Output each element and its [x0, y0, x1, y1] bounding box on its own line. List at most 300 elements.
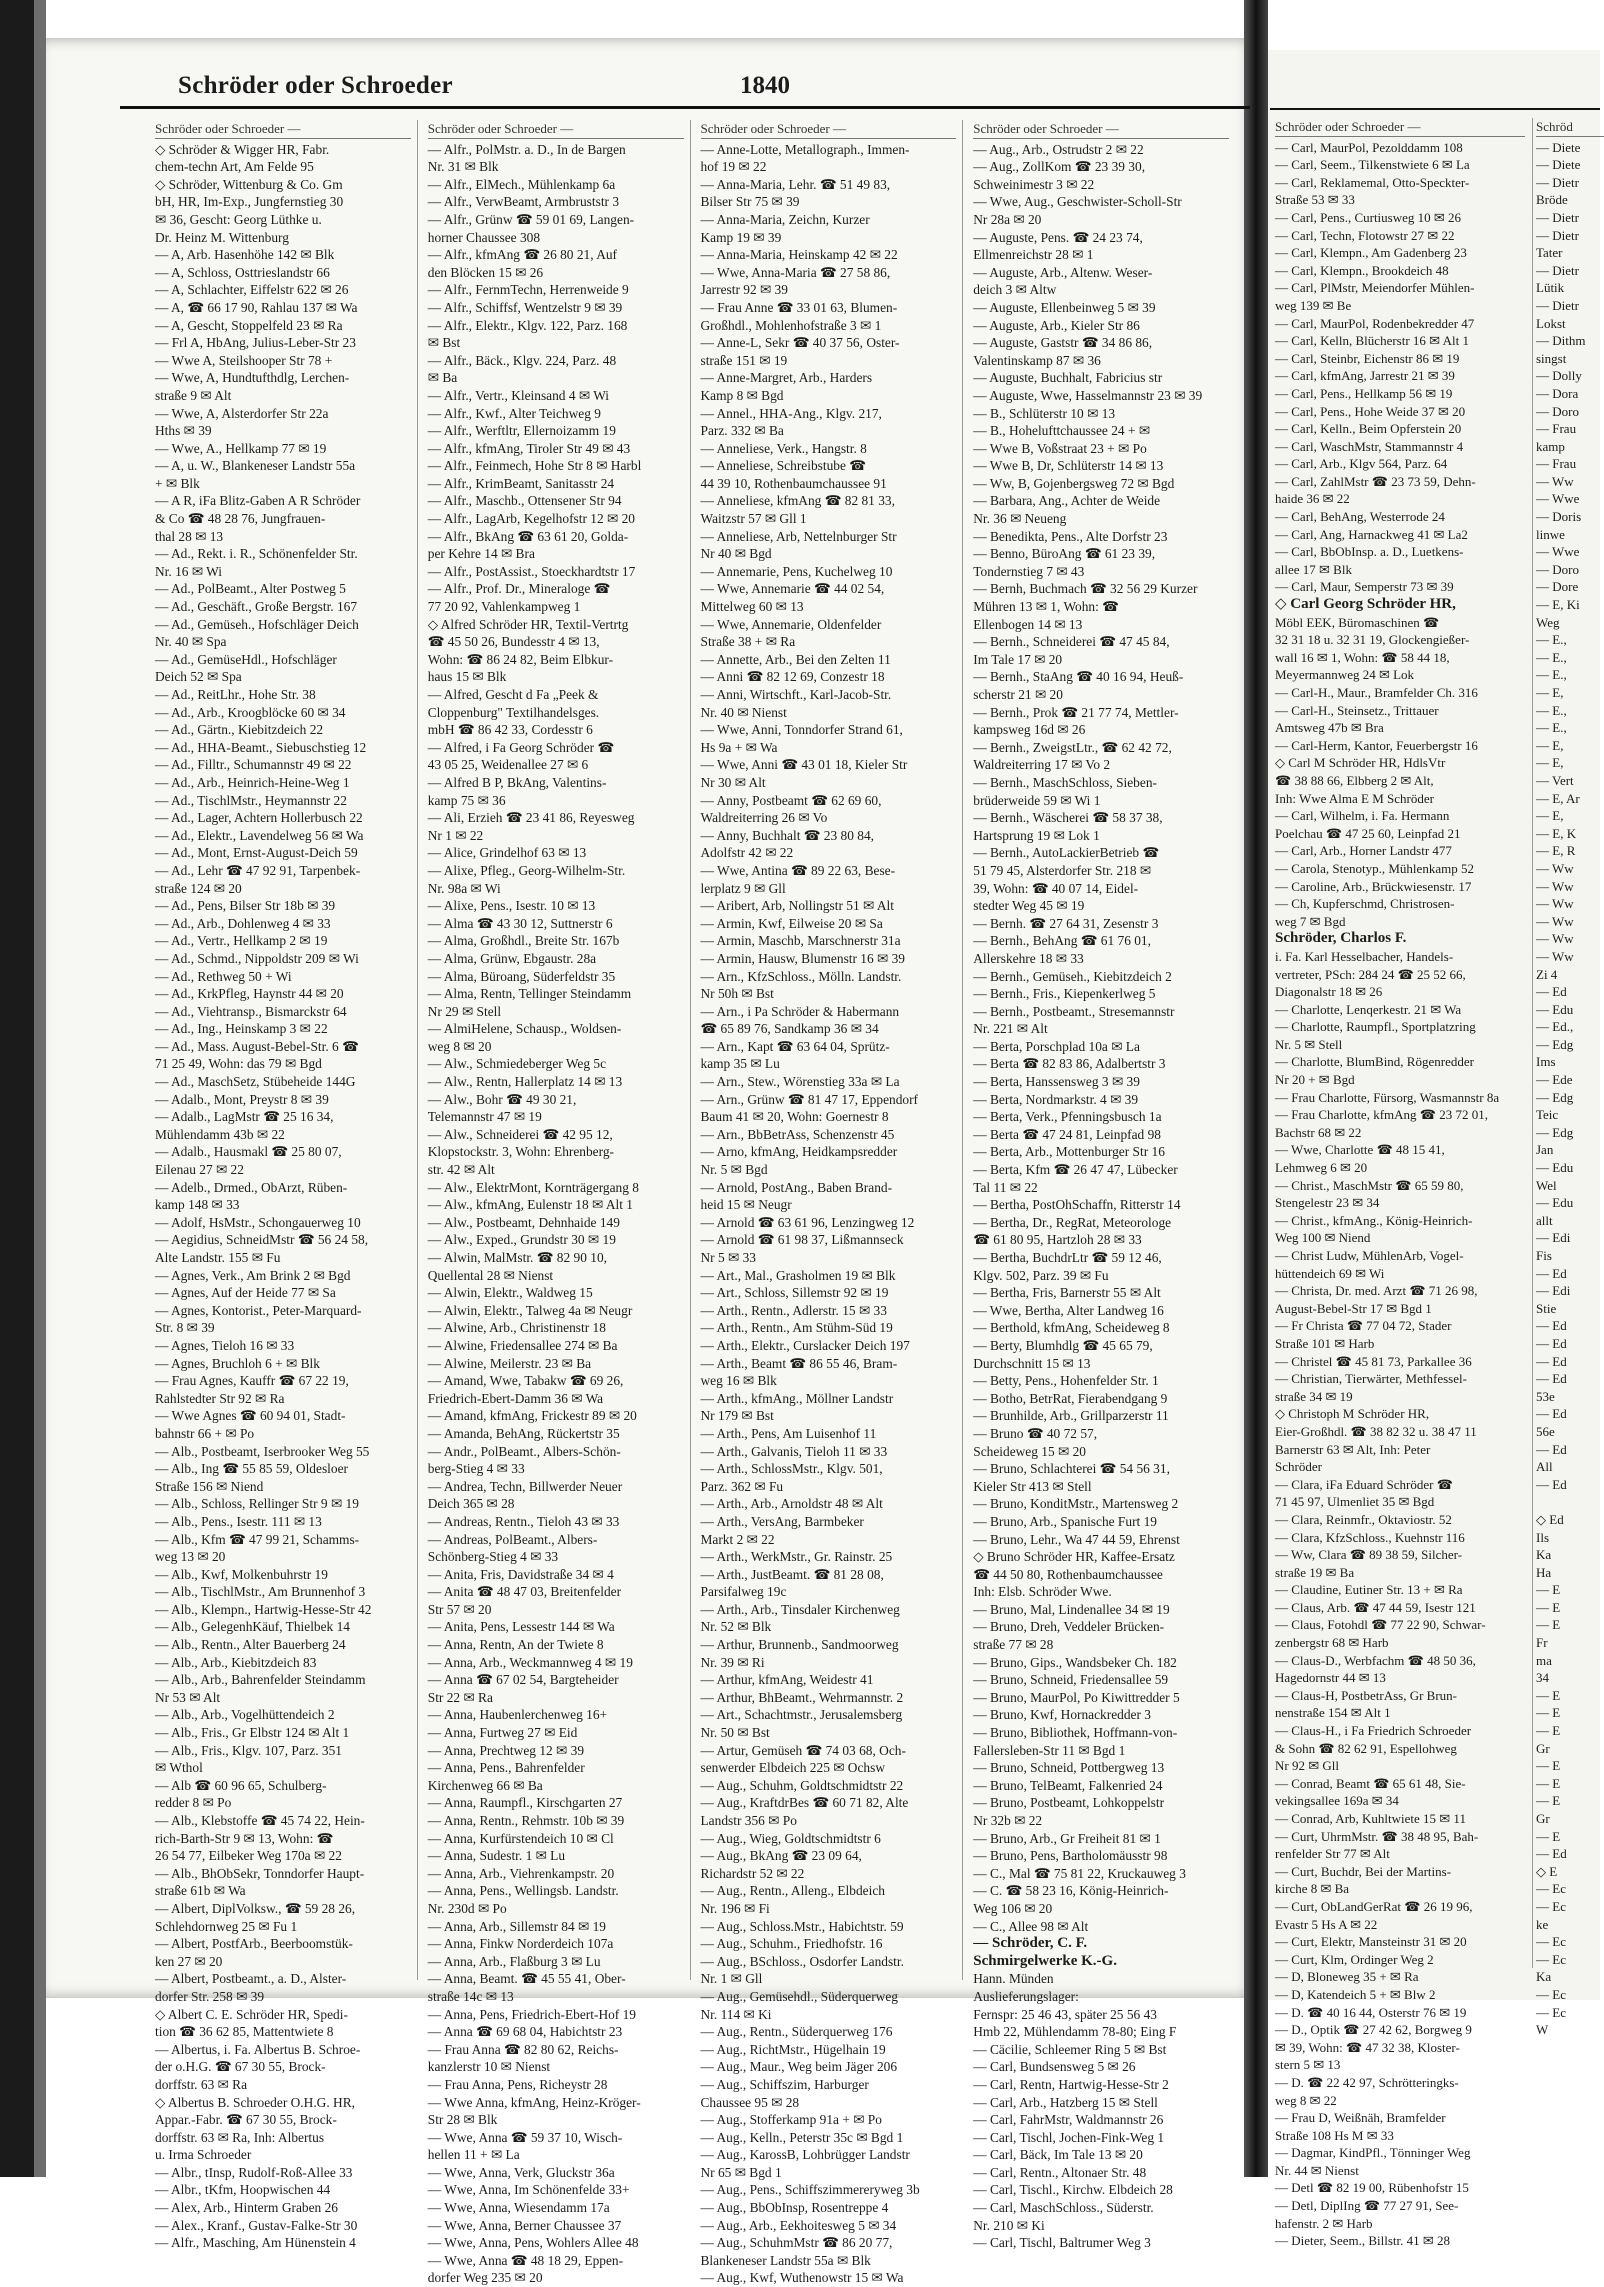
directory-entry: — Alw., Postbeamt, Dehnhaide 149 — [427, 1214, 620, 1230]
directory-entry: Straße 101 ✉ Harb — [1275, 1335, 1375, 1351]
directory-entry: ◇ Ed — [1536, 1511, 1564, 1527]
directory-entry: Nr. 230d ✉ Po — [427, 1900, 507, 1916]
directory-entry: Waitzstr 57 ✉ Gll 1 — [700, 511, 807, 527]
directory-entry: — Aug., SchuhmMstr ☎ 86 20 77, — [700, 2235, 893, 2251]
directory-column — [427, 120, 691, 2286]
directory-entry: — Carl, Rentn., Altonaer Str. 48 — [973, 2164, 1147, 2180]
directory-entry: — Amand, kfmAng, Frickestr 89 ✉ 20 — [427, 1408, 637, 1424]
directory-entry: — Anneliese, Verk., Hangstr. 8 — [700, 440, 867, 456]
directory-entry: thal 28 ✉ 13 — [155, 528, 224, 544]
directory-entry: — Aug., Arb., Eekhoitesweg 5 ✉ 34 — [700, 2217, 897, 2233]
directory-entry: — Bertha, Fris, Barnerstr 55 ✉ Alt — [973, 1285, 1161, 1301]
directory-entry: — Carl, Pens., Hohe Weide 37 ✉ 20 — [1275, 403, 1466, 419]
directory-entry: kamp — [1536, 438, 1565, 454]
directory-entry: Nr 65 ✉ Bgd 1 — [700, 2164, 782, 2180]
directory-entry: — Wwe B, Voßstraat 23 + ✉ Po — [973, 440, 1147, 456]
directory-entry: — Alixe, Pens., Isestr. 10 ✉ 13 — [427, 898, 596, 914]
page-number: 1840 — [740, 72, 790, 99]
directory-entry: — Frau — [1536, 421, 1577, 437]
directory-entry: — Arnold ☎ 63 61 96, Lenzingweg 12 — [700, 1214, 915, 1230]
directory-entry: — Alb., BhObSekr, Tonndorfer Haupt- — [155, 1865, 365, 1881]
directory-entry: Ka — [1536, 1969, 1552, 1985]
directory-entry: — Edu — [1536, 1195, 1574, 1211]
directory-entry: — Bernh., Schneiderei ☎ 47 45 84, — [973, 634, 1170, 650]
directory-entry: — Bertha, Dr., RegRat, Meteorologe — [973, 1214, 1172, 1230]
directory-entry: Weg — [1536, 614, 1560, 630]
directory-entry: — Ad., Lehr ☎ 47 92 91, Tarpenbek- — [155, 862, 361, 878]
directory-entry: Schweinimestr 3 ✉ 22 — [973, 176, 1095, 192]
directory-entry: — Auguste, Buchhalt, Fabricius str — [973, 370, 1163, 386]
directory-entry: + ✉ Blk — [155, 475, 200, 491]
directory-entry: — Aug., RichtMstr., Hügelhain 19 — [700, 2041, 886, 2057]
directory-entry: 44 39 10, Rothenbaumchaussee 91 — [700, 475, 887, 491]
directory-entry: — D., Optik ☎ 27 42 62, Borgweg 9 — [1275, 2022, 1472, 2038]
column-head: Schröder oder Schroeder — — [1275, 118, 1525, 137]
directory-entry: — Andrea, Techn, Billwerder Neuer — [427, 1478, 623, 1494]
directory-entry: ◇ Christoph M Schröder HR, — [1275, 1406, 1430, 1422]
directory-entry: — Christ., kfmAng., König-Heinrich- — [1275, 1212, 1473, 1228]
directory-entry: — Dietr — [1536, 227, 1579, 243]
directory-entry: — Christ Ludw, MühlenArb, Vogel- — [1275, 1248, 1464, 1263]
directory-entry: Nr. 52 ✉ Blk — [700, 1619, 772, 1635]
directory-entry: — Arth., Pens, Am Luisenhof 11 — [700, 1425, 877, 1441]
directory-entry: — Alex, Arb., Hinterm Graben 26 — [155, 2200, 338, 2216]
directory-entry: — Berta, Nordmarkstr. 4 ✉ 39 — [973, 1091, 1139, 1107]
page-header — [120, 72, 1250, 109]
directory-entry: — Caroline, Arb., Brückwiesenstr. 17 — [1275, 878, 1472, 894]
directory-entry: — Art., Schachtmstr., Jerusalemsberg — [700, 1707, 903, 1723]
directory-entry: berg-Stieg 4 ✉ 33 — [427, 1461, 525, 1477]
directory-entry: — Alw., ElektrMont, Kornträgergang 8 — [427, 1179, 639, 1195]
directory-entry: — C., Mal ☎ 75 81 22, Kruckauweg 3 — [973, 1865, 1186, 1881]
directory-entry: — Agnes, Bruchloh 6 + ✉ Blk — [155, 1355, 320, 1371]
directory-entry: — Aug., Maur., Weg beim Jäger 206 — [700, 2059, 898, 2075]
directory-entry: — Carl, Seem., Tilkenstwiete 6 ✉ La — [1275, 157, 1470, 173]
directory-entry: — Aug., Schuhm., Friedhofstr. 16 — [700, 1936, 883, 1952]
directory-entry: linwe — [1536, 526, 1565, 542]
right-page-column-a — [1275, 118, 1525, 2249]
directory-entry: — Armin, Maschb, Marschnerstr 31a — [700, 933, 901, 949]
directory-entry: — E — [1536, 1758, 1561, 1774]
directory-entry: Diagonalstr 18 ✉ 26 — [1275, 984, 1383, 1000]
directory-entry: — Dolly — [1536, 368, 1582, 384]
directory-entry: — Alwine, Arb., Christinenstr 18 — [427, 1320, 606, 1336]
directory-entry: Lokst — [1536, 315, 1566, 331]
directory-entry: Parz. 362 ✉ Fu — [700, 1478, 784, 1494]
directory-entry: singst — [1536, 350, 1567, 366]
directory-entry: — Ad., Viehtransp., Bismarckstr 64 — [155, 1003, 347, 1019]
directory-entry: — Ad., KrkPfleg, Haynstr 44 ✉ 20 — [155, 986, 344, 1002]
directory-entry: Hann. Münden — [973, 1971, 1054, 1987]
directory-entry: — Anni, Wirtschft., Karl-Jacob-Str. — [700, 687, 892, 702]
directory-entry: — Annemarie, Pens, Kuchelweg 10 — [700, 563, 893, 579]
directory-entry: — Ad., Geschäft., Große Bergstr. 167 — [155, 599, 358, 615]
entry-list — [1275, 139, 1525, 2250]
directory-entry: — Aug., Kelln., Peterstr 35c ✉ Bgd 1 — [700, 2129, 904, 2145]
directory-entry: — Alfr., PostAssist., Stoeckhardtstr 17 — [427, 563, 636, 579]
directory-entry: Großhdl., Mohlenhofstraße 3 ✉ 1 — [700, 317, 882, 333]
directory-entry: — Ad., Ing., Heinskamp 3 ✉ 22 — [155, 1021, 328, 1037]
directory-entry: dorffstr. 63 ✉ Ra, Inh: Albertus — [155, 2129, 325, 2145]
directory-entry: — Wwe, Aug., Geschwister-Scholl-Str — [973, 194, 1182, 210]
directory-entry: — Anni ☎ 82 12 69, Conzestr 18 — [700, 669, 885, 685]
directory-entry: — Ad., Vertr., Hellkamp 2 ✉ 19 — [155, 933, 328, 949]
directory-entry: — Arthur, BhBeamt., Wehrmannstr. 2 — [700, 1689, 904, 1705]
directory-entry: — E, Ar — [1536, 790, 1580, 806]
directory-entry: — Aegidius, SchneidMstr ☎ 56 24 58, — [155, 1232, 369, 1248]
directory-entry: — Anna, Beamt. ☎ 45 55 41, Ober- — [427, 1971, 626, 1987]
directory-entry: — Bertha, BuchdrLtr ☎ 59 12 46, — [973, 1250, 1162, 1265]
directory-entry: — Ad., MaschSetz, Stübeheide 144G — [155, 1074, 356, 1090]
directory-entry: — Anna, Sudestr. 1 ✉ Lu — [427, 1848, 566, 1864]
directory-entry: — Alb., Kwf, Molkenbuhrstr 19 — [155, 1566, 328, 1582]
directory-entry: haus 15 ✉ Blk — [427, 669, 507, 685]
directory-entry: — Berta, Porschplad 10a ✉ La — [973, 1038, 1140, 1054]
directory-entry: — Dora — [1536, 385, 1579, 401]
directory-entry: — Alb., TischlMstr., Am Brunnenhof 3 — [155, 1584, 366, 1600]
directory-entry: Nr 32b ✉ 22 — [973, 1813, 1043, 1828]
directory-entry: — Charlotte, BlumBind, Rögenredder — [1275, 1054, 1474, 1070]
directory-entry: — Frau Anna ☎ 82 80 62, Reichs- — [427, 2041, 619, 2057]
directory-entry: — Aug., Schloss.Mstr., Habichtstr. 59 — [700, 1918, 904, 1934]
directory-entry: Teic — [1536, 1107, 1559, 1123]
directory-entry: — Anna ☎ 69 68 04, Habichtstr 23 — [427, 2024, 623, 2040]
directory-entry: W — [1536, 2022, 1549, 2038]
directory-entry: — Aug., Schuhm, Goldtschmidtstr 22 — [700, 1777, 904, 1793]
directory-entry: — E, — [1536, 685, 1564, 700]
directory-entry: — E — [1536, 1687, 1561, 1703]
directory-entry: — Edg — [1536, 1089, 1574, 1105]
directory-entry: ke — [1536, 1916, 1549, 1932]
directory-entry: — Auguste, Pens. ☎ 24 23 74, — [973, 229, 1143, 245]
directory-entry: — Anna-Maria, Zeichn, Kurzer — [700, 211, 870, 227]
directory-entry: — Carl, ZahlMstr ☎ 23 73 59, Dehn- — [1275, 473, 1476, 489]
directory-entry: brüderweide 59 ✉ Wi 1 — [973, 792, 1101, 808]
directory-entry: — Diete — [1536, 157, 1581, 173]
directory-entry: — Alb., Fris., Gr Elbstr 124 ✉ Alt 1 — [155, 1725, 350, 1741]
directory-entry: — Alma ☎ 43 30 12, Suttnerstr 6 — [427, 915, 613, 931]
directory-entry: 34 — [1536, 1670, 1549, 1686]
directory-entry: rich-Barth-Str 9 ✉ 13, Wohn: ☎ — [155, 1830, 334, 1846]
directory-entry: nenstraße 154 ✉ Alt 1 — [1275, 1705, 1391, 1721]
directory-entry: — Anita, Fris, Davidstraße 34 ✉ 4 — [427, 1566, 614, 1582]
directory-entry: — Alb ☎ 60 96 65, Schulberg- — [155, 1777, 327, 1793]
directory-entry: — Alfr., Maschb., Ottensener Str 94 — [427, 493, 622, 509]
directory-entry: ◇ Bruno Schröder HR, Kaffee-Ersatz — [973, 1549, 1175, 1565]
directory-entry: — Carl-H., Steinsetz., Trittauer — [1275, 702, 1439, 718]
directory-entry: — Adolf, HsMstr., Schongauerweg 10 — [155, 1214, 361, 1230]
directory-entry: — Berta, Hanssensweg 3 ✉ 39 — [973, 1074, 1140, 1090]
directory-entry: — Wwe, Charlotte ☎ 48 15 41, — [1275, 1142, 1445, 1158]
directory-entry: — Ed — [1536, 1371, 1567, 1387]
directory-entry: — E., — [1536, 702, 1567, 718]
directory-entry: — Charlotte, Raumpfl., Sportplatzring — [1275, 1019, 1476, 1035]
directory-entry: — Christ., MaschMstr ☎ 65 59 80, — [1275, 1177, 1464, 1193]
directory-entry: weg 13 ✉ 20 — [155, 1549, 226, 1565]
directory-entry: — Ed — [1536, 1441, 1567, 1457]
directory-entry: — Anny, Buchhalt ☎ 23 80 84, — [700, 827, 875, 843]
directory-entry: — E — [1536, 1828, 1561, 1844]
directory-entry: — Alw., Schneiderei ☎ 42 95 12, — [427, 1126, 613, 1142]
directory-entry: bahnstr 66 + ✉ Po — [155, 1425, 255, 1441]
directory-entry: — Carl, Arb., Klgv 564, Parz. 64 — [1275, 456, 1448, 472]
directory-entry: — Curt, Elektr, Mansteinstr 31 ✉ 20 — [1275, 1934, 1467, 1950]
directory-entry: — Arth., JustBeamt. ☎ 81 28 08, — [700, 1566, 884, 1582]
directory-column — [973, 120, 1235, 2251]
directory-entry: Inh: Wwe Alma E M Schröder — [1275, 790, 1434, 806]
directory-entry: Wohn: ☎ 86 24 82, Beim Elbkur- — [427, 651, 614, 667]
directory-entry: — Alwine, Meilerstr. 23 ✉ Ba — [427, 1355, 592, 1371]
directory-entry: redder 8 ✉ Po — [155, 1795, 232, 1811]
directory-entry: — Anna-Maria, Heinskamp 42 ✉ 22 — [700, 247, 898, 263]
directory-entry: — Bruno ☎ 40 72 57, — [973, 1425, 1098, 1441]
directory-entry: — Andr., PolBeamt., Albers-Schön- — [427, 1443, 621, 1459]
directory-entry: — Alma, Grünw, Ebgaustr. 28a — [427, 950, 597, 966]
directory-entry: — Ww — [1536, 896, 1574, 912]
directory-entry: — Carl, MaschSchloss., Süderstr. — [973, 2200, 1154, 2216]
directory-entry: — Aug., ZollKom ☎ 23 39 30, — [973, 159, 1146, 175]
directory-entry: — Bernh., Prok ☎ 21 77 74, Mettler- — [973, 704, 1179, 720]
directory-entry: Amtsweg 47b ✉ Bra — [1275, 720, 1384, 736]
directory-entry: — Ad., Pens, Bilser Str 18b ✉ 39 — [155, 898, 336, 914]
directory-entry: — Alw., Exped., Grundstr 30 ✉ 19 — [427, 1232, 616, 1248]
directory-entry: — Aribert, Arb, Nollingstr 51 ✉ Alt — [700, 898, 894, 914]
directory-entry: — Ad., Arb., Dohlenweg 4 ✉ 33 — [155, 915, 331, 931]
directory-entry — [1536, 1493, 1604, 1511]
directory-entry: — Auguste, Gaststr ☎ 34 86 86, — [973, 335, 1153, 351]
directory-entry: — A, u. W., Blankeneser Landstr 55a — [155, 458, 356, 474]
directory-entry: — Bruno, Schneid, Friedensallee 59 — [973, 1672, 1169, 1688]
directory-entry: — D, Katendeich 5 + ✉ Blw 2 — [1275, 1986, 1436, 2002]
directory-entry: ✉ 39, Wohn: ☎ 47 32 38, Kloster- — [1275, 2039, 1460, 2055]
directory-entry: — Carl, MaurPol, Rodenbekredder 47 — [1275, 315, 1475, 331]
directory-entry: Straße 38 + ✉ Ra — [700, 634, 796, 650]
directory-entry: — Bruno, Kwf, Hornackredder 3 — [973, 1707, 1151, 1723]
directory-entry: Nr 179 ✉ Bst — [700, 1408, 774, 1424]
directory-entry: — Carl, Rentn, Hartwig-Hesse-Str 2 — [973, 2076, 1169, 2092]
directory-entry: — Bruno, Bibliothek, Hoffmann-von- — [973, 1725, 1178, 1741]
directory-entry: — Arth., Rentn., Am Stühm-Süd 19 — [700, 1320, 893, 1336]
directory-entry: Mühren 13 ✉ 1, Wohn: ☎ — [973, 599, 1119, 615]
directory-entry: — Alb., Klebstoffe ☎ 45 74 22, Hein- — [155, 1813, 365, 1828]
directory-entry: Richardstr 52 ✉ 22 — [700, 1865, 805, 1881]
directory-entry: — Anna, Pens., Wellingsb. Landstr. — [427, 1883, 619, 1899]
directory-entry: — Wwe, Anna, Pens, Wohlers Allee 48 — [427, 2235, 639, 2251]
directory-entry: — Anna, Arb., Weckmannweg 4 ✉ 19 — [427, 1654, 633, 1670]
directory-entry: Lehmweg 6 ✉ 20 — [1275, 1160, 1368, 1176]
directory-entry: — Aug., Arb., Ostrudstr 2 ✉ 22 — [973, 141, 1144, 157]
directory-entry: — Benedikta, Pens., Alte Dorfstr 23 — [973, 528, 1168, 544]
directory-entry: — Alma, Rentn, Tellinger Steindamm — [427, 986, 632, 1002]
directory-entry: Nr 50h ✉ Bst — [700, 986, 774, 1002]
directory-entry: — Alfr., PolMstr. a. D., In de Bargen — [427, 141, 626, 157]
directory-entry: — Albert, PostfArb., Beerboomstük- — [155, 1936, 353, 1952]
directory-entry: Chaussee 95 ✉ 28 — [700, 2094, 800, 2110]
directory-entry: — Curt, ObLandGerRat ☎ 26 19 96, — [1275, 1898, 1473, 1914]
directory-entry: Gr — [1536, 1811, 1550, 1826]
directory-entry: — Wwe, Bertha, Alter Landweg 16 — [973, 1302, 1164, 1318]
directory-entry: Str 28 ✉ Blk — [427, 2112, 498, 2128]
directory-entry: — Bernh., BehAng ☎ 61 76 01, — [973, 933, 1151, 949]
directory-entry: — Arno, kfmAng, Heidkampsredder — [700, 1144, 898, 1160]
directory-entry: — Alfr., Feinmech, Hohe Str 8 ✉ Harbl — [427, 458, 642, 474]
directory-entry: — Bernh., Wäscherei ☎ 58 37 38, — [973, 810, 1163, 826]
directory-entry: — Ad., Lager, Achtern Hollerbusch 22 — [155, 810, 363, 826]
directory-entry: Blankeneser Landstr 55a ✉ Blk — [700, 2252, 871, 2268]
directory-entry: — Wwe, Antina ☎ 89 22 63, Bese- — [700, 862, 896, 878]
directory-entry: Poelchau ☎ 47 25 60, Leinpfad 21 — [1275, 825, 1461, 841]
directory-entry: — Bernh., MaschSchloss, Sieben- — [973, 774, 1157, 790]
directory-entry: — D. ☎ 22 42 97, Schrötteringks- — [1275, 2074, 1459, 2090]
directory-entry: — Adalb., Hausmakl ☎ 25 80 07, — [155, 1144, 342, 1160]
directory-entry: — Claus-H, PostbetrAss, Gr Brun- — [1275, 1687, 1457, 1703]
directory-entry: horner Chaussee 308 — [427, 229, 541, 245]
directory-entry: Kamp 19 ✉ 39 — [700, 229, 782, 245]
directory-entry: straße 34 ✉ 19 — [1275, 1388, 1353, 1404]
directory-entry: — Andreas, PolBeamt., Albers- — [427, 1531, 598, 1547]
directory-entry: — Bernh., Fris., Kiepenkerlweg 5 — [973, 986, 1156, 1002]
directory-entry: senwerder Elbdeich 225 ✉ Ochsw — [700, 1760, 886, 1776]
directory-entry: — Bruno, TelBeamt, Falkenried 24 — [973, 1777, 1163, 1793]
directory-entry: — Aug., Stofferkamp 91a + ✉ Po — [700, 2112, 882, 2128]
directory-entry: Nr 53 ✉ Alt — [155, 1689, 221, 1705]
directory-entry: — Ww — [1536, 913, 1574, 929]
directory-entry: Nr. 44 ✉ Nienst — [1275, 2162, 1359, 2178]
directory-entry: — Arth., Galvanis, Tieloh 11 ✉ 33 — [700, 1443, 888, 1459]
directory-entry: — Charlotte, Lenqerkestr. 21 ✉ Wa — [1275, 1001, 1462, 1017]
directory-entry: weg 16 ✉ Blk — [700, 1373, 777, 1389]
directory-entry: — C. ☎ 58 23 16, König-Heinrich- — [973, 1883, 1169, 1899]
directory-entry: kamp 35 ✉ Lu — [700, 1056, 780, 1072]
directory-entry: — Ad., TischlMstr., Heymannstr 22 — [155, 792, 347, 808]
directory-entry: Evastr 5 Hs A ✉ 22 — [1275, 1916, 1378, 1932]
directory-entry: — Curt, Klm, Ordinger Weg 2 — [1275, 1951, 1434, 1967]
directory-entry: ☎ 65 89 76, Sandkamp 36 ✉ 34 — [700, 1021, 879, 1037]
directory-entry: — Albr., tInsp, Rudolf-Roß-Allee 33 — [155, 2164, 353, 2180]
directory-entry: — Albert, DiplVolksw., ☎ 59 28 26, — [155, 1900, 356, 1916]
directory-entry: — Carl, MaurPol, Pezolddamm 108 — [1275, 139, 1463, 155]
directory-entry: Weg 100 ✉ Niend — [1275, 1230, 1371, 1246]
directory-entry: wall 16 ✉ 1, Wohn: ☎ 58 44 18, — [1275, 649, 1450, 665]
directory-entry: — Claus, Fotohdl ☎ 77 22 90, Schwar- — [1275, 1617, 1486, 1633]
directory-entry: — Ec — [1536, 1898, 1566, 1914]
directory-entry: Meyermannweg 24 ✉ Lok — [1275, 667, 1415, 683]
directory-entry: — Carl, Arb., Horner Landstr 477 — [1275, 843, 1452, 859]
directory-entry: bH, HR, Im-Exp., Jungfernstieg 30 — [155, 194, 344, 210]
directory-entry: — Wwe, Anna, Wiesendamm 17a — [427, 2200, 610, 2216]
directory-entry: — Alfr., Masching, Am Hünenstein 4 — [155, 2235, 356, 2251]
directory-entry: Schlehdornweg 25 ✉ Fu 1 — [155, 1918, 298, 1934]
directory-entry: Fallersleben-Str 11 ✉ Bgd 1 — [973, 1742, 1126, 1758]
directory-entry: — Wwe Anna, kfmAng, Heinz-Kröger- — [427, 2094, 641, 2110]
directory-entry: — Alb., Klempn., Hartwig-Hesse-Str 42 — [155, 1601, 372, 1617]
directory-entry: — Claus-H., i Fa Friedrich Schroeder — [1275, 1723, 1472, 1739]
directory-entry: Schröder, Charlos F. — [1275, 930, 1407, 947]
directory-entry: — E., — [1536, 720, 1567, 736]
directory-entry: Rahlstedter Str 92 ✉ Ra — [155, 1390, 285, 1406]
directory-entry: ☎ 45 50 26, Bundesstr 4 ✉ 13, — [427, 634, 600, 650]
directory-entry: — Carl, FahrMstr, Waldmannstr 26 — [973, 2112, 1164, 2128]
directory-entry: — Aug., KraftdrBes ☎ 60 71 82, Alte — [700, 1795, 909, 1811]
directory-entry: — Frau Anne ☎ 33 01 63, Blumen- — [700, 299, 898, 315]
directory-entry: — Aug., Wieg, Goldtschmidtstr 6 — [700, 1830, 881, 1846]
directory-entry: lerplatz 9 ✉ Gll — [700, 880, 786, 896]
directory-entry: Nr. 40 ✉ Nienst — [700, 704, 787, 720]
directory-entry: — Arnold, PostAng., Baben Brand- — [700, 1179, 893, 1195]
directory-entry: kirche 8 ✉ Ba — [1275, 1881, 1350, 1897]
directory-entry: — Anne-L, Sekr ☎ 40 37 56, Oster- — [700, 335, 900, 351]
directory-entry: Eilenau 27 ✉ 22 — [155, 1162, 244, 1178]
directory-entry: ◇ Carl M Schröder HR, HdlsVtr — [1275, 755, 1446, 771]
directory-entry: — Wwe, A., Hellkamp 77 ✉ 19 — [155, 440, 327, 456]
directory-entry: — Alfred B P, BkAng, Valentins- — [427, 774, 607, 790]
running-head: Schröder oder Schroeder — [178, 72, 453, 99]
directory-entry: Mittelweg 60 ✉ 13 — [700, 599, 804, 615]
directory-entry: 43 05 25, Weidenallee 27 ✉ 6 — [427, 757, 589, 773]
directory-entry: — Ed — [1536, 1353, 1567, 1369]
directory-entry: — Alfr., BkAng ☎ 63 61 20, Golda- — [427, 528, 629, 544]
directory-entry: — Alw., kfmAng, Eulenstr 18 ✉ Alt 1 — [427, 1197, 634, 1213]
directory-entry: Nr. 114 ✉ Ki — [700, 2006, 772, 2022]
directory-entry: — Wwe, Anna, Im Schönenfelde 33+ — [427, 2182, 630, 2198]
directory-entry: Durchschnitt 15 ✉ 13 — [973, 1355, 1091, 1371]
directory-entry: Schönberg-Stieg 4 ✉ 33 — [427, 1549, 559, 1565]
directory-entry: — Bruno, Arb., Gr Freiheit 81 ✉ 1 — [973, 1830, 1161, 1846]
directory-entry: — Alfr., LagArb, Kegelhofstr 12 ✉ 20 — [427, 511, 635, 527]
directory-entry: — Auguste, Wwe, Hasselmannstr 23 ✉ 39 — [973, 387, 1203, 403]
directory-entry: — Wwe, Anna, Berner Chaussee 37 — [427, 2217, 622, 2233]
directory-entry: kamp 148 ✉ 33 — [155, 1197, 240, 1213]
directory-entry: — Adelb., Drmed., ObArzt, Rüben- — [155, 1179, 348, 1195]
directory-entry: — C., Allee 98 ✉ Alt — [973, 1918, 1089, 1934]
directory-entry: — Carl-H., Maur., Bramfelder Ch. 316 — [1275, 685, 1478, 700]
directory-entry: & Co ☎ 48 28 76, Jungfrauen- — [155, 511, 326, 527]
directory-entry: — Carl, Wilhelm, i. Fa. Hermann — [1275, 808, 1450, 824]
directory-entry: straße 61b ✉ Wa — [155, 1883, 246, 1899]
directory-entry: — Alb., Schloss, Rellinger Str 9 ✉ 19 — [155, 1496, 359, 1512]
directory-entry: — Bernh., ZweigstLtr., ☎ 62 42 72, — [973, 739, 1172, 755]
directory-entry: Nr. 36 ✉ Neueng — [973, 511, 1067, 527]
directory-entry: Nr 40 ✉ Bgd — [700, 546, 772, 562]
directory-entry: Ha — [1536, 1564, 1552, 1580]
directory-entry: — A R, iFa Blitz-Gaben A R Schröder — [155, 493, 361, 509]
directory-entry: ◇ E — [1536, 1863, 1558, 1879]
directory-entry: — Ww — [1536, 860, 1574, 876]
directory-entry: — Arth., VersAng, Barmbeker — [700, 1513, 864, 1529]
directory-entry: — Annette, Arb., Bei den Zelten 11 — [700, 651, 891, 667]
directory-entry: — Claus-D., Werbfachm ☎ 48 50 36, — [1275, 1652, 1476, 1668]
directory-entry: — Ed., — [1536, 1019, 1574, 1035]
directory-entry: — Anne-Margret, Arb., Harders — [700, 370, 873, 386]
directory-entry: — Bruno, Lehr., Wa 47 44 59, Ehrenst — [973, 1531, 1180, 1547]
directory-entry: — Alfr., Kwf., Alter Teichweg 9 — [427, 405, 601, 421]
directory-entry: Weg 106 ✉ 20 — [973, 1900, 1053, 1916]
directory-entry: chem-techn Art, Am Felde 95 — [155, 159, 314, 175]
directory-entry: Schmirgelwerke K.-G. — [973, 1952, 1117, 1969]
directory-entry: — E — [1536, 1775, 1561, 1791]
directory-entry: — Barbara, Ang., Achter de Weide — [973, 493, 1161, 509]
directory-entry: — Ad., Schmd., Nippoldstr 209 ✉ Wi — [155, 950, 359, 966]
directory-entry: — Alw., Rentn, Hallerplatz 14 ✉ 13 — [427, 1074, 623, 1090]
directory-entry: — Carl, BbObInsp. a. D., Luetkens- — [1275, 544, 1464, 560]
directory-entry: — Berta ☎ 82 83 86, Adalbertstr 3 — [973, 1056, 1166, 1072]
directory-entry: — Alixe, Pfleg., Georg-Wilhelm-Str. — [427, 862, 626, 878]
directory-entry: ma — [1536, 1652, 1552, 1668]
directory-entry: — Dietr — [1536, 297, 1579, 313]
directory-entry: — Alex., Kranf., Gustav-Falke-Str 30 — [155, 2217, 358, 2233]
directory-entry: — Arn., KfzSchloss., Mölln. Landstr. — [700, 968, 902, 984]
directory-entry: — Edu — [1536, 1001, 1574, 1017]
